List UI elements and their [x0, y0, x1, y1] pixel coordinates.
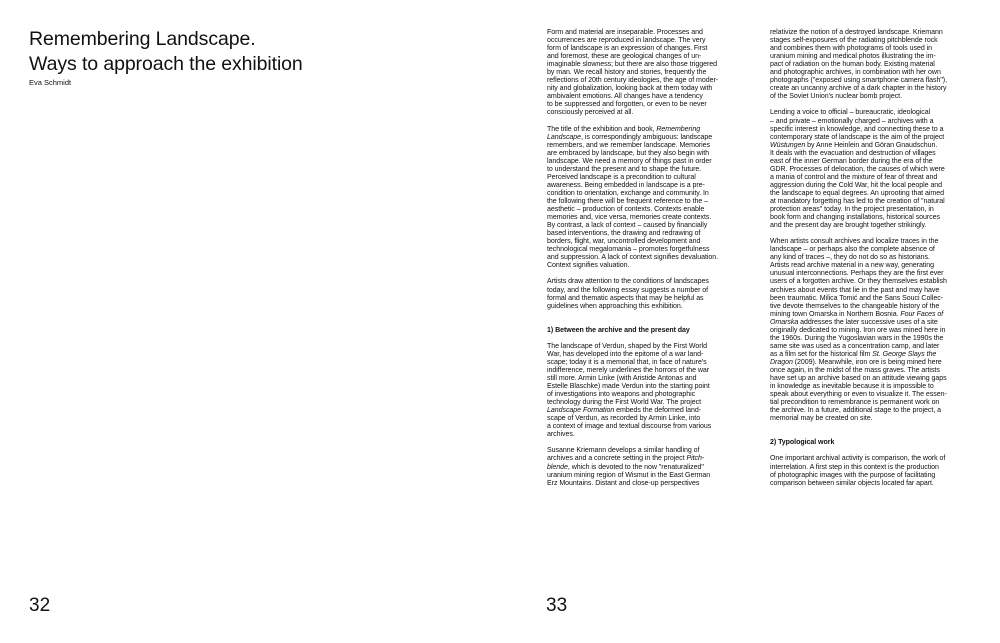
text-line: technology during the First World War. The project — [547, 399, 702, 407]
text-line: blende, which is devoted to the now "renaturalized" — [547, 463, 704, 471]
text-line: The title of the exhibition and book, Remembering — [547, 125, 701, 133]
text-line: once again, in the midst of the mass graves. The artists — [770, 366, 940, 374]
text-line: to understand the present and to shape the future. — [547, 165, 702, 173]
paragraph — [770, 29, 962, 101]
paragraph-verdun — [547, 343, 739, 440]
text-line: users of a forgotten archive. Or they themselves establish — [770, 278, 947, 286]
text-line: photographs ("exposed using smartphone camera flash"), — [770, 77, 948, 85]
text-line: comparison between similar objects located far apart. — [770, 479, 934, 487]
text-line: to be suppressed and forgotten, or even to be never — [547, 101, 707, 109]
text-line: and suppression. A lack of context signifies devaluation. — [547, 254, 719, 262]
text-line: Perceived landscape is a precondition to cultural — [547, 173, 696, 181]
text-line: been traumatic. Milica Tomić and the Sans Souci Collec- — [770, 294, 943, 302]
text-line: the landscape to equal degrees. An uprooting that aimed — [770, 189, 944, 197]
text-line: the archive. In a future, additional stage to the project, a — [770, 407, 941, 415]
text-line: archives about events that lie in the past and may have — [770, 286, 940, 294]
page-number-left: 32 — [29, 595, 51, 616]
text-line: nity and globalization, looking back at them today with — [547, 85, 713, 93]
text-line: Context signifies valuation. — [547, 262, 630, 270]
text-line: tial precondition to remembrance is permanent work on — [770, 399, 940, 407]
text-line: borders, flight, war, uncontrolled development and — [547, 238, 701, 246]
title-line-2: Ways to approach the exhibition — [29, 53, 303, 75]
text-line: relativize the notion of a destroyed landscape. Kriemann — [770, 29, 943, 36]
text-line: originally dedicated to mining. Iron ore was mined here in — [770, 326, 946, 334]
text-line: uranium mining region of Wismut in the East German — [547, 471, 711, 479]
text-line: awareness. Being embedded in landscape is a pre- — [547, 181, 705, 189]
text-line: GDR. Processes of delocation, the causes of which were — [770, 165, 945, 173]
text-line: landscape – or perhaps also the complete absence of — [770, 246, 935, 254]
text-line: Form and material are inseparable. Processes and — [547, 29, 703, 36]
text-line: interrelation. A first step in this context is the production — [770, 463, 939, 471]
text-line: It deals with the evacuation and destruction of villages — [770, 149, 936, 157]
text-line: Omarska addresses the later successive uses of a site — [770, 318, 938, 326]
text-line: One important archival activity is comparison, the work of — [770, 455, 946, 463]
paragraph — [547, 29, 739, 118]
text-line: mining town Omarska in Northern Bosnia. Four Faces of — [770, 310, 944, 318]
text-line: in knowledge as inevitable because it is impossible to — [770, 383, 934, 391]
text-line: consciously perceived at all. — [547, 109, 634, 117]
text-line: and combines them with photograms of tools used in — [770, 45, 933, 53]
text-line: Artists read archive material in a new way, generating — [770, 262, 935, 270]
section-heading-2: 2) Typological work — [770, 439, 835, 447]
text-line: are embraced by landscape, but they also begin with — [547, 149, 709, 157]
text-line: of investigations into weapons and photographic — [547, 391, 696, 399]
text-line: technological megalomania – promotes forgetfulness — [547, 246, 710, 254]
essay-title — [29, 27, 449, 77]
text-line: imaginable slowness; but there are also those triggered — [547, 61, 717, 69]
text-line: Lending a voice to official – bureaucratic, ideological — [770, 109, 931, 117]
text-line: speak about everything or even to visualize it. The essen- — [770, 391, 947, 399]
text-line: scape of Verdun, as recorded by Armin Linke, into — [547, 415, 701, 423]
text-column-2 — [770, 29, 962, 496]
paragraph — [547, 278, 739, 310]
text-line: protection areas" today. In the project presentation, in — [770, 206, 934, 214]
title-line-1: Remembering Landscape. — [29, 28, 256, 50]
text-line: based interventions, the drawing and redrawing of — [547, 230, 701, 238]
text-line: scape; today it is a memorial that, in face of nature's — [547, 358, 707, 366]
text-line: landscape. We need a memory of things past in order — [547, 157, 712, 165]
text-line: By contrast, a lack of context – caused by financially — [547, 222, 708, 230]
text-line: memories and, vice versa, memories create contexts. — [547, 214, 712, 222]
text-line: Artists draw attention to the conditions of landscapes — [547, 278, 709, 286]
text-line: The landscape of Verdun, shaped by the First World — [547, 342, 707, 350]
text-line: archives and a concrete setting in the project Pitch- — [547, 455, 705, 463]
text-line: stages self-exposures of the radiating pitchblende rock — [770, 37, 938, 45]
section-heading-1: 1) Between the archive and the present day — [547, 326, 690, 334]
text-line: and photographic archives, in combination with her own — [770, 69, 941, 77]
text-line: of the Soviet Union's nuclear bomb project. — [770, 93, 902, 101]
text-line: specific interest in knowledge, and connecting these to a — [770, 125, 944, 133]
text-line: archives. — [547, 431, 575, 439]
text-line: indifference, merely underlines the horrors of the war — [547, 366, 710, 374]
text-line: form of landscape is an expression of changes. First — [547, 45, 708, 53]
paragraph — [770, 455, 962, 487]
text-line: uranium mining and medical photos illustrating the im- — [770, 53, 936, 61]
text-line: create an uncanny archive of a dark chapter in the history — [770, 85, 947, 93]
text-line: still more. Armin Linke (with Aristide Antonas and — [547, 375, 697, 383]
text-line: reflections of 20th century ideologies, the age of moder- — [547, 77, 719, 85]
text-line: Estelle Blaschke) made Verdun into the starting point — [547, 383, 710, 391]
text-line: remembers, and we remember landscape. Memories — [547, 141, 710, 149]
text-line: When artists consult archives and localize traces in the — [770, 238, 939, 246]
text-line: memorial may be created on site. — [770, 415, 873, 423]
text-line: unusual interconnections. Perhaps they are the first ever — [770, 270, 944, 278]
right-page — [500, 0, 1000, 643]
text-line: the following there will be frequent reference to the – — [547, 197, 708, 205]
text-line: guidelines when approaching this exhibition. — [547, 302, 683, 310]
text-line: Landscape, is correspondingly ambiguous: landscape — [547, 133, 713, 141]
text-line: contemporary state of landscape is the aim of the project — [770, 133, 945, 141]
paragraph-omarska — [770, 238, 962, 423]
text-line: Dragon (2009). Meanwhile, iron ore is being mined here — [770, 358, 942, 366]
text-line: Erz Mountains. Distant and close-up perspectives — [547, 479, 700, 487]
text-line: east of the inner German border during the era of the — [770, 157, 933, 165]
text-line: and foremost, these are geological changes of un- — [547, 53, 702, 61]
paragraph-kriemann — [547, 447, 739, 487]
text-line: a mania of control and the mixture of fear of threat and — [770, 173, 938, 181]
paragraph-wustungen — [770, 109, 962, 230]
text-line: aesthetic – production of contexts. Contexts enable — [547, 206, 705, 214]
text-line: book form and changing installations, historical sources — [770, 214, 940, 222]
text-line: as a film set for the historical film St. George Slays the — [770, 350, 937, 358]
text-line: have set up an archive based on an attitude viewing gaps — [770, 375, 947, 383]
text-line: condition to orientation, exchange and community. In — [547, 189, 709, 197]
text-line: any kind of traces –, they do not do so as historians. — [770, 254, 930, 262]
author-name: Eva Schmidt — [29, 78, 72, 87]
text-line: by man. We recall history and stories, frequently the — [547, 69, 707, 77]
text-line: War, has developed into the epitome of a war land- — [547, 350, 704, 358]
text-line: ambivalent emotions. All changes have a tendency — [547, 93, 703, 101]
text-line: Wüstungen by Anne Heinlein and Göran Gnaudschun. — [770, 141, 938, 149]
text-line: and the present day are brought together strikingly. — [770, 222, 927, 230]
text-line: formal and thematic aspects that may be helpful as — [547, 294, 704, 302]
text-line: of photographic images with the purpose of facilitating — [770, 471, 936, 479]
text-line: occurrences are reproduced in landscape. The very — [547, 37, 706, 45]
text-line: today, and the following essay suggests a number of — [547, 286, 709, 294]
text-line: – and private – emotionally charged – archives with a — [770, 117, 934, 125]
paragraph-title-ambiguity — [547, 126, 739, 271]
text-line: tive devote themselves to the changeable history of the — [770, 302, 940, 310]
page-number-right: 33 — [546, 595, 568, 616]
text-line: the 1960s. During the Yugoslavian wars in the 1990s the — [770, 334, 944, 342]
text-line: at mandatory forgetting has led to the creation of "natural — [770, 197, 945, 205]
text-line: a context of image and textual discourse from various — [547, 423, 712, 431]
text-column-1 — [547, 29, 739, 496]
text-line: same site was used as a concentration camp, and later — [770, 342, 940, 350]
text-line: pact of radiation on the human body. Existing material — [770, 61, 935, 69]
text-line: Landscape Formation embeds the deformed land- — [547, 407, 702, 415]
text-line: Susanne Kriemann develops a similar handling of — [547, 447, 700, 455]
text-line: aggression during the Cold War, hit the local people and — [770, 181, 943, 189]
